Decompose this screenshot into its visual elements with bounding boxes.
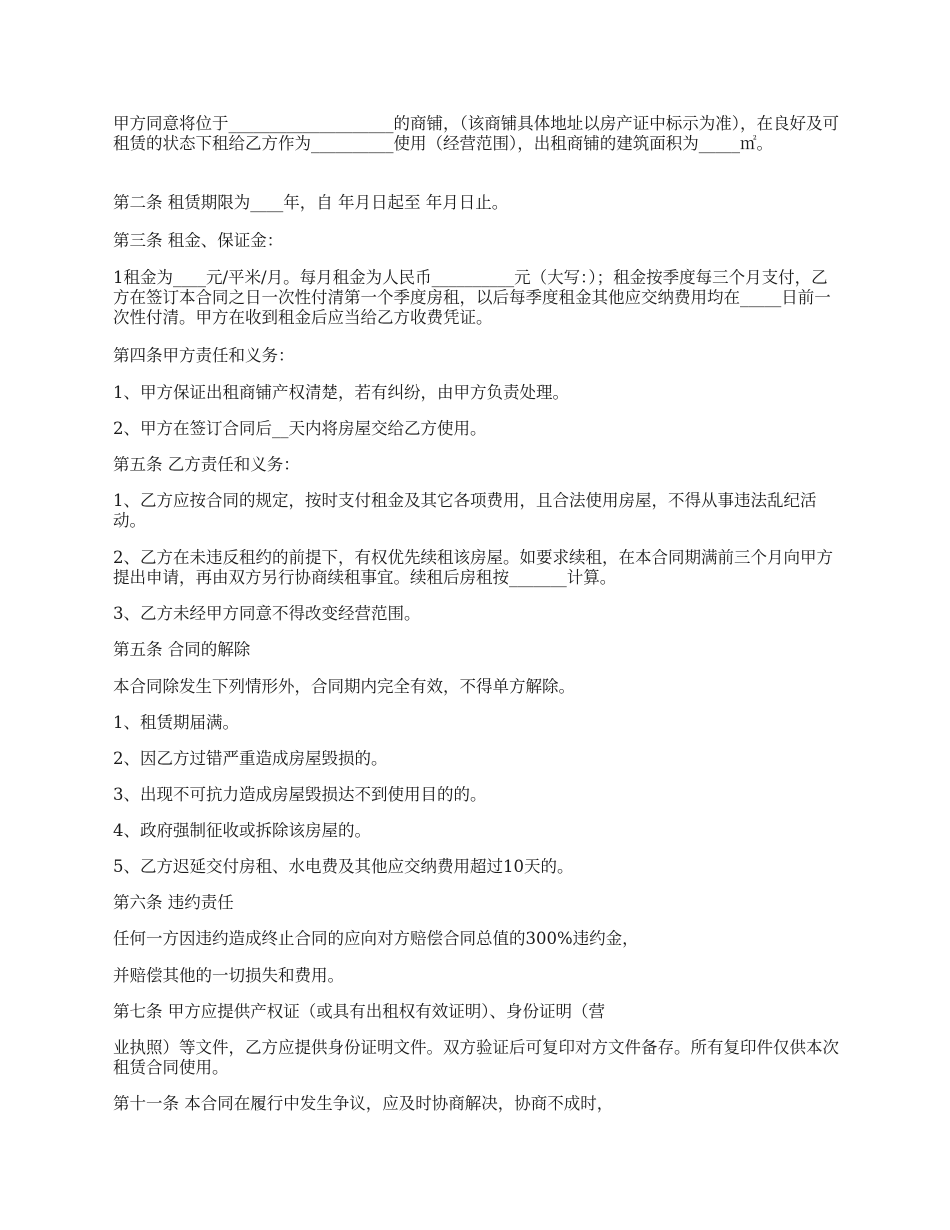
paragraph-termination-item-1: 1、租赁期届满。 — [113, 713, 239, 732]
paragraph-article-5-heading: 第五条 乙方责任和义务： — [113, 455, 300, 474]
paragraph-party-b-duty-2: 2、乙方在未违反租约的前提下，有权优先续租该房屋。如要求续租，在本合同期满前三个月向甲方提出申请，再由双方另行协商续租事宜。续租后房租按_______计算。 — [113, 548, 833, 587]
paragraph-article-7-part-2: 业执照）等文件，乙方应提供身份证明文件。双方验证后可复印对方文件备存。所有复印件仅供本次租赁合同使用。 — [113, 1038, 839, 1077]
paragraph-termination-item-5: 5、乙方迟延交付房租、水电费及其他应交纳费用超过10天的。 — [113, 857, 574, 876]
paragraph-article-3-heading: 第三条 租金、保证金： — [113, 231, 284, 250]
paragraph-party-a-duty-2: 2、甲方在签订合同后__天内将房屋交给乙方使用。 — [113, 419, 487, 438]
paragraph-termination-item-2: 2、因乙方过错严重造成房屋毁损的。 — [113, 749, 388, 768]
paragraph-party-b-duty-3: 3、乙方未经甲方同意不得改变经营范围。 — [113, 604, 421, 623]
paragraph-liability-2: 并赔偿其他的一切损失和费用。 — [113, 966, 344, 985]
paragraph-party-b-duty-1: 1、乙方应按合同的规定，按时支付租金及其它各项费用，且合法使用房屋，不得从事违法乱纪活动。 — [113, 491, 817, 530]
paragraph-termination-heading: 第五条 合同的解除 — [113, 640, 251, 659]
paragraph-termination-intro: 本合同除发生下列情形外，合同期内完全有效，不得单方解除。 — [113, 677, 575, 696]
paragraph-termination-item-4: 4、政府强制征收或拆除该房屋的。 — [113, 821, 371, 840]
paragraph-party-a-duty-1: 1、甲方保证出租商铺产权清楚，若有纠纷，由甲方负责处理。 — [113, 383, 569, 402]
paragraph-premises: 甲方同意将位于____________________的商铺，（该商铺具体地址以房产证中标示为准），在良好及可租赁的状态下租给乙方作为__________使用（经营范围），出租商铺的建筑面积为_____㎡。 — [113, 114, 839, 153]
paragraph-article-4-heading: 第四条甲方责任和义务： — [113, 346, 295, 365]
paragraph-article-6-heading: 第六条 违约责任 — [113, 893, 234, 912]
paragraph-rent-terms: 1租金为____元/平米/月。每月租金为人民币__________元（大写：）；租金按季度每三个月支付，乙方在签订本合同之日一次性付清第一个季度房租，以后每季度租金其他应交纳费用均在_____日前一次性付清。甲方在收到租金后应当给乙方收费凭证。 — [113, 268, 831, 327]
paragraph-article-2-term: 第二条 租赁期限为____年，自 年月日起至 年月日止。 — [113, 193, 509, 212]
paragraph-liability-1: 任何一方因违约造成终止合同的应向对方赔偿合同总值的300%违约金， — [113, 929, 639, 948]
paragraph-article-11: 第十一条 本合同在履行中发生争议，应及时协商解决，协商不成时， — [113, 1094, 614, 1113]
paragraph-article-7-part-1: 第七条 甲方应提供产权证（或具有出租权有效证明）、身份证明（营 — [113, 1002, 605, 1021]
paragraph-termination-item-3: 3、出现不可抗力造成房屋毁损达不到使用目的的。 — [113, 785, 487, 804]
